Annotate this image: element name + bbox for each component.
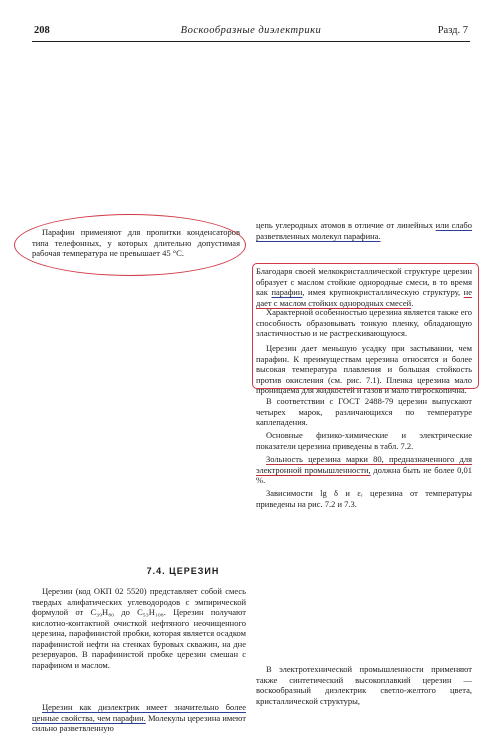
running-title: Воскообразные диэлектрики	[180, 25, 322, 36]
film-paragraph: Характерной особенностью церезина является также его способность образовывать тонкую пленку, обладающую эластичностью и не растрескивающуюся.	[256, 307, 472, 338]
page-header	[32, 22, 470, 42]
highlight-paraffin-molecules: или слабо разветвленных молекул парафина.	[256, 220, 473, 241]
highlight-no-stable-mixtures: не дает с маслом стойких однородных смесей	[256, 287, 472, 308]
ceresin-molecule-text: Молекулы церезина имеют сильно разветвленную	[32, 712, 247, 733]
structure-text-2: , имея крупнокристаллическую структуру,	[302, 287, 464, 297]
ash-limit-text: должна быть не более 0,01 %.	[256, 464, 472, 485]
highlight-dielectric-value: Церезин как диэлектрик имеет значительно более ценные свойства, чем парафин.	[32, 702, 246, 723]
physchem-paragraph: Основные физико-химические и электрические показатели церезина приведены в табл. 7.2.	[256, 430, 472, 451]
highlight-paraffin: парафин	[271, 287, 303, 297]
gost-paragraph: В соответствии с ГОСТ 2488-79 церезин выпускают четырех марок, различающихся по температуре каплепадения.	[256, 396, 472, 427]
dependencies-paragraph: Зависимости lg δ и εᵣ церезина от температуры приведены на рис. 7.2 и 7.3.	[256, 488, 472, 509]
section-label: Разд. 7	[437, 25, 468, 36]
industry-paragraph: В электротехнической промышленности применяют также синтетический высокоплавкий церезин — воскообразный диэлектрик светло-желтого цвета, кристаллической структуры,	[256, 664, 472, 706]
shrinkage-paragraph: Церезин дает меньшую усадку при застывании, чем парафин. К преимуществам церезина относятся и более высокая температура плавления и большая стойкость против окисления (см. рис. 7.1). Пленка церезина мало проницаема для жидкостей и газов и мало гигроскопична.	[256, 343, 472, 395]
ceresin-dielectric-paragraph	[32, 702, 246, 734]
ceresin-intro-paragraph	[32, 586, 246, 670]
structure-paragraph	[256, 266, 472, 308]
highlight-ash-content: Зольность церезина марки 80, предназначенного для электронной промышленности,	[256, 454, 472, 475]
page-number: 208	[34, 25, 50, 36]
ceresin-intro-text: Церезин (код ОКП 02 5520) представляет собой смесь твердых алифатических углеводородов с эмпирической формулой от C₃₉H₈₀ до C₅₃H₁₀₈. Церезин получают кислотно-контактной очисткой нефтяного неочищенного церезина, парафинистой пробки, которая является осадком парафинистой нефти на стенках буровых скважин, на дне резервуаров. В парафинистой пробке церезин смешан с парафином и маслом.	[32, 586, 246, 670]
structure-text-1: Благодаря своей мелкокристаллической структуре церезин образует с маслом стойкие однородные смеси, в то время как	[256, 266, 472, 297]
section-heading: 7.4. ЦЕРЕЗИН	[146, 566, 220, 576]
chain-paragraph	[256, 220, 472, 241]
structure-text-3: .	[411, 297, 414, 308]
chain-text: цепь углеродных атомов в отличие от линейных	[256, 220, 436, 230]
ash-paragraph	[256, 454, 472, 486]
paraffin-note-paragraph: Парафин применяют для пропитки конденсаторов типа телефонных, у которых длительно допустимая рабочая температура не превышает 45 °С.	[32, 227, 240, 258]
